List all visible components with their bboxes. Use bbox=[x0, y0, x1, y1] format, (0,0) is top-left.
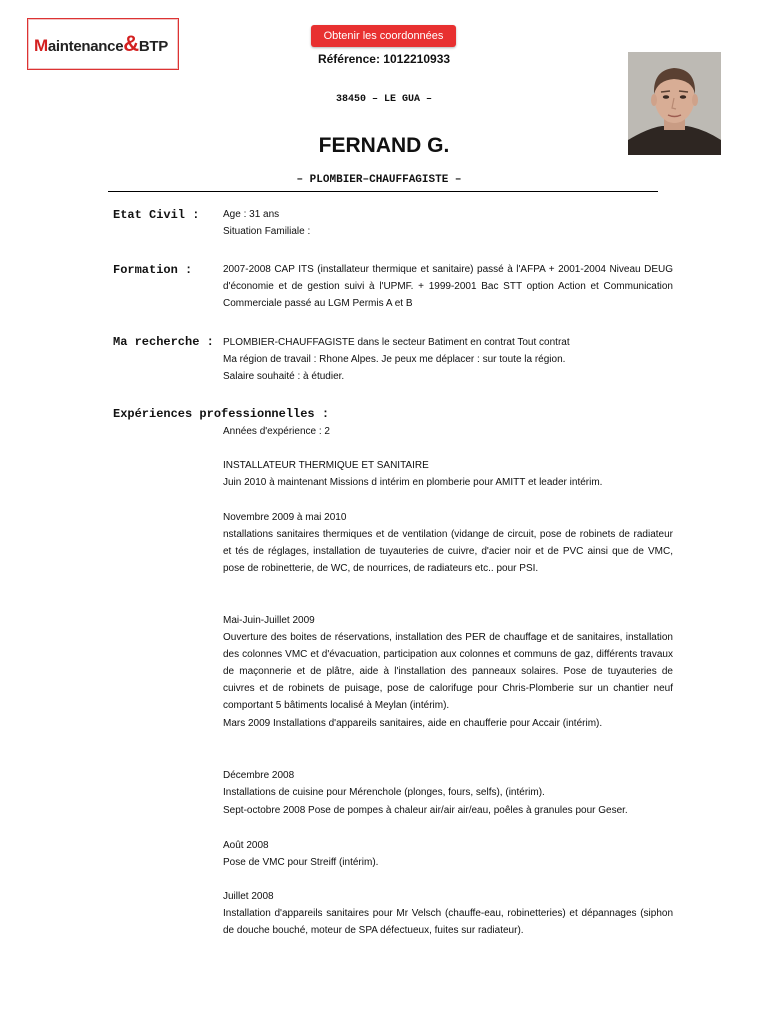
formation-heading: Formation : bbox=[113, 263, 193, 277]
experience-3-date: Mai-Juin-Juillet 2009 bbox=[223, 615, 315, 626]
formation-text: 2007-2008 CAP ITS (installateur thermique et sanitaire) passé à l'AFPA + 2001-2004 Niveau DEUG d'économie et de gestion suivi à l'UPMF. + 1999-2001 Bac STT option Action et Communication Commerciale passé au LGM Permis A et B bbox=[223, 264, 673, 309]
experience-4-text: Installations de cuisine pour Mérenchole (plonges, fours, selfs), (intérim). bbox=[223, 787, 545, 798]
experience-4-date: Décembre 2008 bbox=[223, 770, 295, 781]
etat-civil-heading: Etat Civil : bbox=[113, 208, 200, 222]
candidate-name: FERNAND G. bbox=[318, 134, 450, 157]
experience-years: Années d'expérience : 2 bbox=[223, 426, 330, 437]
recherche-line-3: Salaire souhaité : à étudier. bbox=[223, 371, 345, 382]
logo-wordmark: Maintenance&BTP bbox=[34, 31, 168, 56]
experience-1-text: Juin 2010 à maintenant Missions d intérim en plomberie pour AMITT et leader intérim. bbox=[223, 477, 603, 488]
get-contact-button[interactable]: Obtenir les coordonnées bbox=[311, 25, 456, 47]
experience-2-text: nstallations sanitaires thermiques et de ventilation (vidange de circuit, pose de robinets de radiateur et tés de réglages, installation de tuyauteries de cuivre, d'acier noir et de PVC ainsi que de VMC, pose de robinetterie, de WC, de nourrices, de radiateurs etc.. pour PSI. bbox=[223, 529, 673, 574]
experiences-heading: Expériences professionnelles : bbox=[113, 407, 330, 421]
job-title: – PLOMBIER–CHAUFFAGISTE – bbox=[296, 174, 462, 186]
etat-civil-situation: Situation Familiale : bbox=[223, 226, 311, 237]
experience-3-text-2: Mars 2009 Installations d'appareils sanitaires, aide en chaufferie pour Accair (intérim). bbox=[223, 718, 603, 729]
etat-civil-age: Age : 31 ans bbox=[223, 209, 280, 220]
reference-number: Référence: 1012210933 bbox=[317, 52, 451, 66]
location: 38450 – LE GUA – bbox=[335, 94, 432, 105]
experience-2-date: Novembre 2009 à mai 2010 bbox=[223, 512, 347, 523]
experience-6-text: Installation d'appareils sanitaires pour Mr Velsch (chauffe-eau, robinetteries) et dépannages (siphon de douche bouché, moteur de SPA défectueux, fuites sur radiateur). bbox=[223, 908, 673, 936]
experience-1-title: INSTALLATEUR THERMIQUE ET SANITAIRE bbox=[223, 460, 429, 471]
experience-5-text: Pose de VMC pour Streiff (intérim). bbox=[223, 857, 379, 868]
header-divider bbox=[108, 191, 658, 192]
experience-4-text-2: Sept-octobre 2008 Pose de pompes à chaleur air/air air/eau, poêles à granules pour Geser. bbox=[223, 805, 628, 816]
recherche-line-2: Ma région de travail : Rhone Alpes. Je peux me déplacer : sur toute la région. bbox=[223, 354, 566, 365]
experience-3-text: Ouverture des boites de réservations, installation des PER de chauffage et de sanitaires, installation des colonnes VMC et d'évacuation, participation aux colonnes et communs de gaz, différents travaux de maçonnerie et de plâtre, aide à l'installation des panneaux solaires. Pose de tuyauteries de cuivres et de robinets de puisage, pose de calorifuge pour Chris-Plomberie sur un chantier neuf comportant 5 bâtiments localisé à Meylan (intérim). bbox=[223, 632, 673, 711]
experience-5-date: Août 2008 bbox=[223, 840, 269, 851]
recherche-heading: Ma recherche : bbox=[113, 335, 214, 349]
experience-6-date: Juillet 2008 bbox=[223, 891, 274, 902]
recherche-line-1: PLOMBIER-CHAUFFAGISTE dans le secteur Batiment en contrat Tout contrat bbox=[223, 337, 570, 348]
